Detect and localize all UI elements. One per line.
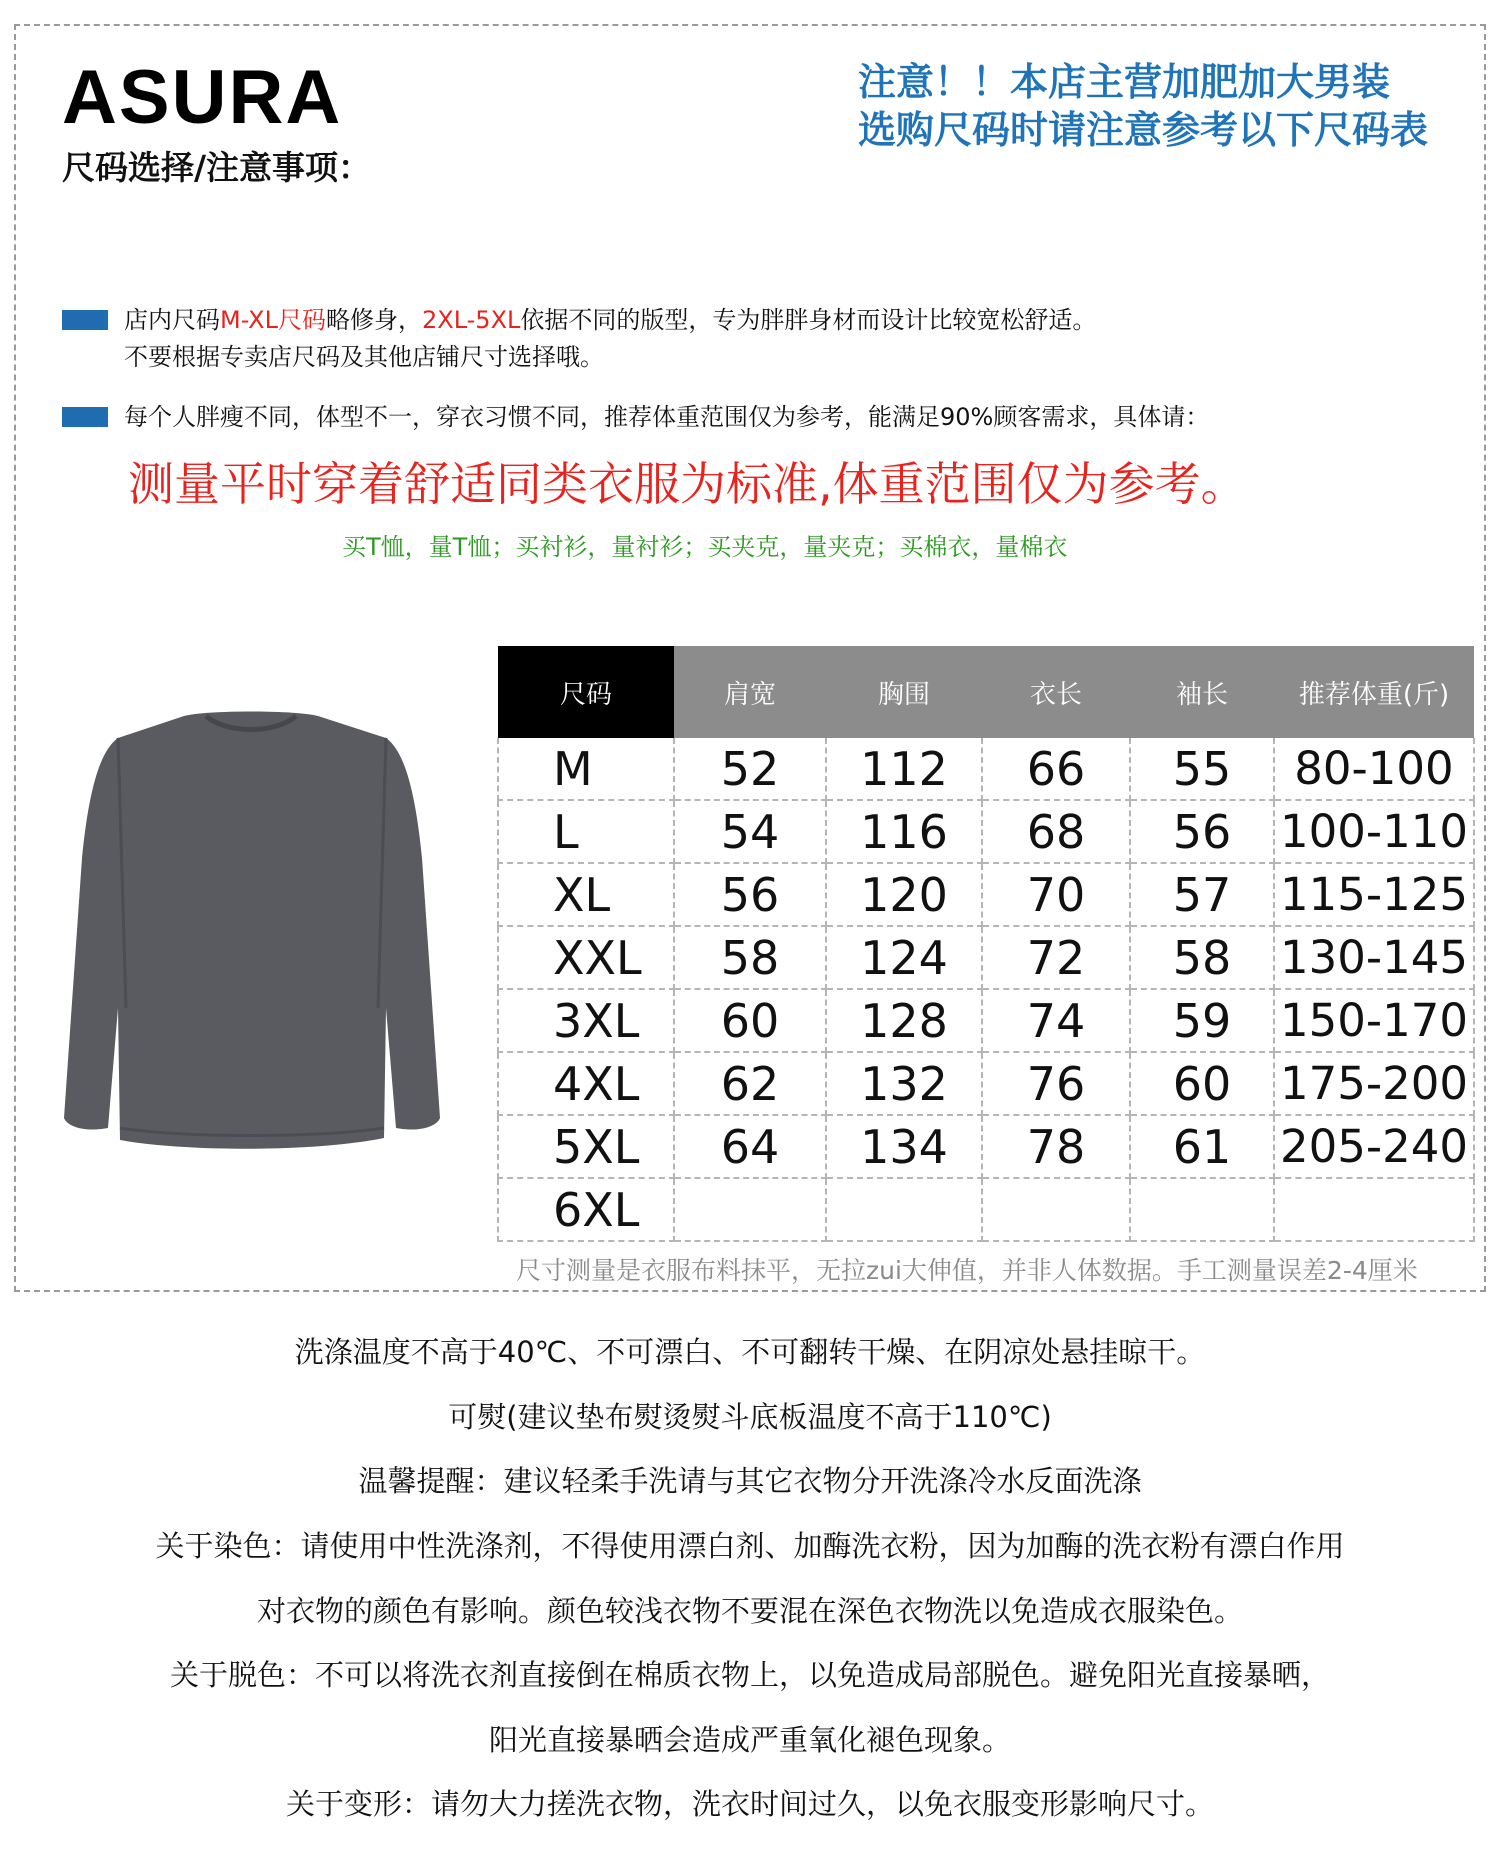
cell-length: 74: [982, 989, 1130, 1052]
product-sweatshirt-image: [56, 708, 448, 1158]
cell-weight: 150-170: [1274, 989, 1474, 1052]
notice-line-2: 选购尺码时请注意参考以下尺码表: [858, 108, 1429, 152]
bullet-marker-icon: [62, 310, 108, 330]
cell-length: 66: [982, 738, 1130, 800]
cell-sleeve: 57: [1130, 863, 1274, 926]
cell-chest: 128: [826, 989, 982, 1052]
cell-chest: 124: [826, 926, 982, 989]
care-line-2: 可熨(建议垫布熨烫熨斗底板温度不高于110℃): [448, 1400, 1052, 1434]
care-line-7: 阳光直接暴晒会造成严重氧化褪色现象。: [488, 1723, 1011, 1757]
cell-shoulder: 64: [674, 1115, 826, 1178]
header-shoulder: 肩宽: [674, 646, 826, 738]
cell-chest: 134: [826, 1115, 982, 1178]
cell-shoulder: 52: [674, 738, 826, 800]
care-line-8: 关于变形：请勿大力搓洗衣物，洗衣时间过久，以免衣服变形影响尺寸。: [285, 1787, 1214, 1821]
cell-length: [982, 1178, 1130, 1241]
cell-shoulder: 56: [674, 863, 826, 926]
cell-length: 70: [982, 863, 1130, 926]
cell-chest: [826, 1178, 982, 1241]
cell-length: 72: [982, 926, 1130, 989]
cell-sleeve: 61: [1130, 1115, 1274, 1178]
store-notice: [858, 58, 1428, 154]
cell-shoulder: 60: [674, 989, 826, 1052]
table-row: [498, 1178, 1474, 1241]
care-line-4: 关于染色：请使用中性洗涤剂，不得使用漂白剂、加酶洗衣粉，因为加酶的洗衣粉有漂白作用: [155, 1529, 1345, 1563]
cell-weight: 205-240: [1274, 1115, 1474, 1178]
cell-weight: 115-125: [1274, 863, 1474, 926]
cell-shoulder: 58: [674, 926, 826, 989]
header-chest: 胸围: [826, 646, 982, 738]
cell-size: XXL: [498, 926, 674, 989]
table-row: [498, 800, 1474, 863]
cell-weight: 175-200: [1274, 1052, 1474, 1115]
intro-line-2: 不要根据专卖店尺码及其他店铺尺寸选择哦。: [124, 343, 604, 371]
measurement-disclaimer: 尺寸测量是衣服布料抹平，无拉zui大伸值，并非人体数据。手工测量误差2-4厘米: [516, 1256, 1418, 1285]
size-chart-table: [497, 646, 1475, 1242]
cell-shoulder: 54: [674, 800, 826, 863]
size-range-slim: M-XL尺码: [220, 306, 326, 334]
cell-size: 6XL: [498, 1178, 674, 1241]
cell-weight: 80-100: [1274, 738, 1474, 800]
care-line-1: 洗涤温度不高于40℃、不可漂白、不可翻转干燥、在阴凉处悬挂晾干。: [294, 1335, 1206, 1369]
cell-shoulder: [674, 1178, 826, 1241]
table-row: [498, 1115, 1474, 1178]
cell-size: 4XL: [498, 1052, 674, 1115]
intro-line-1: 店内尺码M-XL尺码略修身，2XL-5XL依据不同的版型，专为胖胖身材而设计比较宽松舒适。: [124, 306, 1097, 334]
measure-highlight: 测量平时穿着舒适同类衣服为标准,体重范围仅为参考。: [128, 457, 1247, 511]
cell-size: 3XL: [498, 989, 674, 1052]
measure-tip: 买T恤，量T恤；买衬衫，量衬衫；买夹克，量夹克；买棉衣，量棉衣: [342, 533, 1068, 561]
cell-weight: 130-145: [1274, 926, 1474, 989]
page-subtitle: 尺码选择/注意事项：: [62, 148, 372, 187]
cell-sleeve: 58: [1130, 926, 1274, 989]
care-line-3: 温馨提醒：建议轻柔手洗请与其它衣物分开洗涤冷水反面洗涤: [358, 1464, 1142, 1498]
cell-sleeve: [1130, 1178, 1274, 1241]
cell-length: 78: [982, 1115, 1130, 1178]
cell-size: XL: [498, 863, 674, 926]
size-chart-header-row: [498, 646, 1474, 738]
care-line-5: 对衣物的颜色有影响。颜色较浅衣物不要混在深色衣物洗以免造成衣服染色。: [256, 1594, 1243, 1628]
header-sleeve: 袖长: [1130, 646, 1274, 738]
cell-sleeve: 55: [1130, 738, 1274, 800]
cell-sleeve: 56: [1130, 800, 1274, 863]
table-row: [498, 989, 1474, 1052]
cell-length: 68: [982, 800, 1130, 863]
cell-chest: 112: [826, 738, 982, 800]
header-length: 衣长: [982, 646, 1130, 738]
cell-sleeve: 60: [1130, 1052, 1274, 1115]
cell-shoulder: 62: [674, 1052, 826, 1115]
cell-size: 5XL: [498, 1115, 674, 1178]
cell-chest: 116: [826, 800, 982, 863]
cell-length: 76: [982, 1052, 1130, 1115]
table-row: [498, 738, 1474, 800]
cell-weight: 100-110: [1274, 800, 1474, 863]
cell-chest: 120: [826, 863, 982, 926]
brand-logo: ASURA: [62, 55, 343, 140]
table-row: [498, 926, 1474, 989]
header-weight: 推荐体重(斤): [1274, 646, 1474, 738]
notice-line-1: 注意！！本店主营加肥加大男装: [858, 60, 1391, 104]
cell-size: L: [498, 800, 674, 863]
cell-sleeve: 59: [1130, 989, 1274, 1052]
header-size: 尺码: [498, 646, 674, 738]
size-range-loose: 2XL-5XL: [421, 306, 521, 334]
care-line-6: 关于脱色：不可以将洗衣剂直接倒在棉质衣物上，以免造成局部脱色。避免阳光直接暴晒，: [169, 1658, 1330, 1692]
intro-line-3: 每个人胖瘦不同，体型不一，穿衣习惯不同，推荐体重范围仅为参考，能满足90%顾客需求，具体请：: [124, 403, 1210, 431]
table-row: [498, 863, 1474, 926]
table-row: [498, 1052, 1474, 1115]
cell-chest: 132: [826, 1052, 982, 1115]
bullet-marker-icon: [62, 407, 108, 427]
cell-weight: [1274, 1178, 1474, 1241]
cell-size: M: [498, 738, 674, 800]
